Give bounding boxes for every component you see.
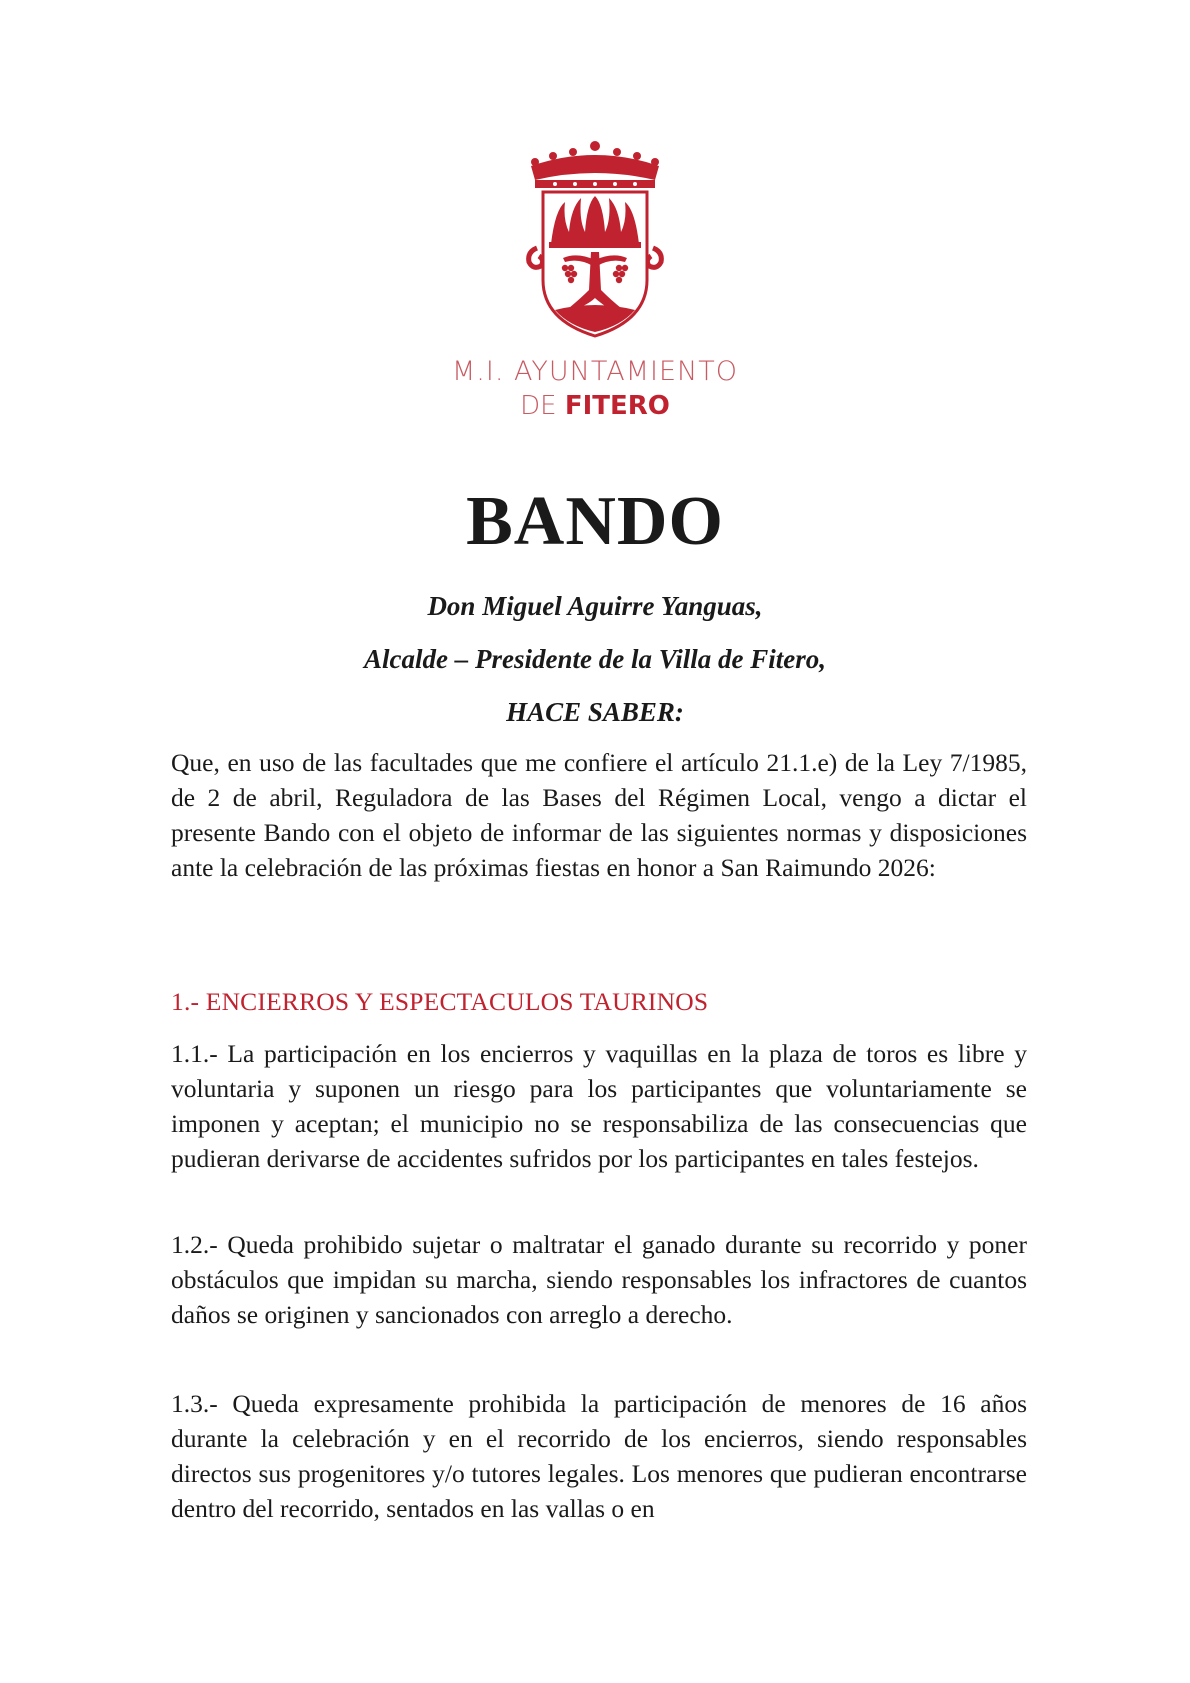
organization-name xyxy=(0,355,1190,423)
document-title: BANDO xyxy=(466,483,724,560)
organization-name-line2 xyxy=(0,389,1190,423)
organization-name-line1: M.I. AYUNTAMIENTO xyxy=(452,356,738,387)
coat-of-arms-icon xyxy=(525,140,665,340)
signer-name: Don Miguel Aguirre Yanguas, xyxy=(427,591,763,621)
organization-name-prefix: DE xyxy=(520,391,557,421)
announcement-heading: HACE SABER: xyxy=(506,697,684,727)
section-paragraph: 1.3.- Queda expresamente prohibida la participación de menores de 16 años durante la celebración y en el recorrido de los encierros, siendo responsables directos sus progenitores y/o tutores legales. Los menores que pudieran encontrarse dentro del recorrido, sentados en las vallas o en xyxy=(171,1389,1027,1523)
signer-position: Alcalde – Presidente de la Villa de Fitero, xyxy=(364,644,826,674)
section-paragraph: 1.2.- Queda prohibido sujetar o maltratar el ganado durante su recorrido y poner obstáculos que impidan su marcha, siendo responsables los infractores de cuantos daños se originen y sancionados con arreglo a derecho. xyxy=(171,1230,1027,1329)
section-heading: 1.- ENCIERROS Y ESPECTACULOS TAURINOS xyxy=(171,987,709,1016)
organization-name-town: FITERO xyxy=(564,391,670,421)
section-paragraph: 1.1.- La participación en los encierros y vaquillas en la plaza de toros es libre y voluntaria y suponen un riesgo para los participantes que voluntariamente se imponen y aceptan; el municipio no se responsabiliza de las consecuencias que pudieran derivarse de accidentes sufridos por los participantes en tales festejos. xyxy=(171,1039,1027,1173)
intro-paragraph: Que, en uso de las facultades que me confiere el artículo 21.1.e) de la Ley 7/1985, de 2 de abril, Reguladora de las Bases del Régimen Local, vengo a dictar el presente Bando con el objeto de informar de las siguientes normas y disposiciones ante la celebración de las próximas fiestas en honor a San Raimundo 2026: xyxy=(171,748,1027,882)
header-logo xyxy=(0,140,1190,340)
